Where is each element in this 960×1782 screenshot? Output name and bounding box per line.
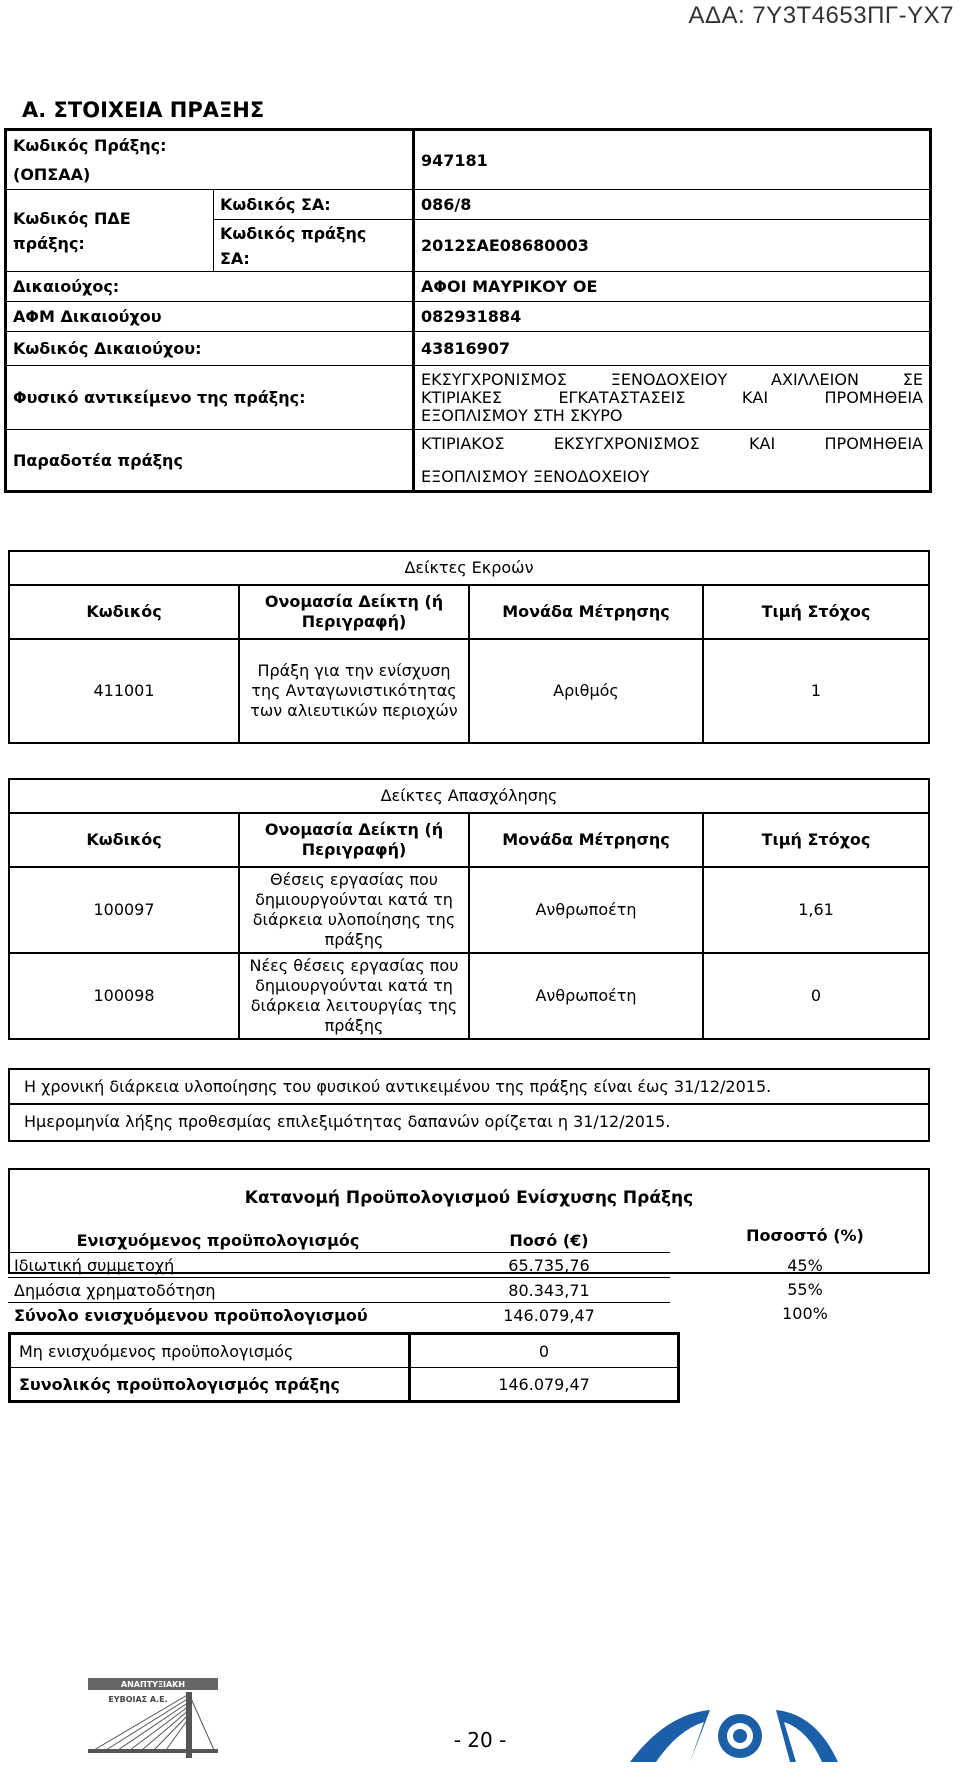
beneficiary-value: ΑΦΟΙ ΜΑΥΡΙΚΟΥ ΟΕ: [414, 272, 931, 302]
sa-value: 086/8: [414, 190, 931, 220]
svg-text:ΑΝΑΠΤΥΞΙΑΚΗ: ΑΝΑΠΤΥΞΙΑΚΗ: [120, 1680, 186, 1689]
code-opsaa-label: [6, 130, 414, 190]
indicator-name: Πράξη για την ενίσχυση της Ανταγωνιστικότητας των αλιευτικών περιοχών: [239, 639, 469, 743]
table-row: [9, 867, 929, 953]
indicator-unit: Αριθμός: [469, 639, 703, 743]
object-line: ΕΚΣΥΓΧΡΟΝΙΣΜΟΣ ΞΕΝΟΔΟΧΕΙΟΥ ΑΧΙΛΛΕΙΟΝ ΣΕ: [421, 369, 923, 389]
budget-col-percent: Ποσοστό (%): [746, 1226, 864, 1245]
eye-logo: [626, 1706, 842, 1770]
table-row: [8, 1253, 670, 1278]
header-unit: Μονάδα Μέτρησης: [469, 813, 703, 867]
label-line: Κωδικός πράξης: [220, 223, 367, 243]
budget-row-label: Ιδιωτική συμμετοχή: [8, 1253, 428, 1278]
sa-praxis-label: [214, 220, 414, 272]
beneficiary-code-value: 43816907: [414, 332, 931, 366]
indicator-name: Θέσεις εργασίας που δημιουργούνται κατά τη διάρκεια υλοποίησης της πράξης: [239, 867, 469, 953]
label-line: Κωδικός Πράξης:: [13, 136, 167, 155]
deliverables-line: ΚΤΙΡΙΑΚΟΣ ΕΚΣΥΓΧΡΟΝΙΣΜΟΣ ΚΑΙ ΠΡΟΜΗΘΕΙΑ: [421, 433, 923, 453]
eye-logo-icon: [626, 1706, 842, 1766]
object-line: ΚΤΙΡΙΑΚΕΣ ΕΓΚΑΤΑΣΤΑΣΕΙΣ ΚΑΙ ΠΡΟΜΗΘΕΙΑ: [421, 387, 923, 407]
ada-code: ΑΔΑ: 7Υ3Τ4653ΠΓ-ΥΧ7: [688, 2, 954, 29]
header-target: Τιμή Στόχος: [703, 813, 929, 867]
budget-totals-table: [8, 1332, 680, 1403]
afm-value: 082931884: [414, 302, 931, 332]
code-opsaa-value: 947181: [414, 130, 931, 190]
object-value: [414, 366, 931, 430]
deliverables-line: ΕΞΟΠΛΙΣΜΟΥ ΞΕΝΟΔΟΧΕΙΟΥ: [421, 466, 650, 486]
total-budget-label: Συνολικός προϋπολογισμός πράξης: [10, 1368, 410, 1402]
indicator-target: 1: [703, 639, 929, 743]
sa-label: Κωδικός ΣΑ:: [214, 190, 414, 220]
employment-indicators-title: Δείκτες Απασχόλησης: [9, 779, 929, 813]
page-number: - 20 -: [453, 1728, 507, 1752]
label-line: πράξης:: [13, 233, 85, 253]
header-target: Τιμή Στόχος: [703, 585, 929, 639]
afm-label: ΑΦΜ Δικαιούχου: [6, 302, 414, 332]
deliverables-value: [414, 430, 931, 492]
label-line: Κωδικός ΠΔΕ: [13, 208, 131, 228]
label-line: (ΟΠΣΑΑ): [13, 165, 91, 184]
output-indicators-title: Δείκτες Εκροών: [9, 551, 929, 585]
budget-title: Κατανομή Προϋπολογισμού Ενίσχυσης Πράξης: [244, 1188, 694, 1208]
budget-col-amount: Ποσό (€): [428, 1228, 670, 1253]
budget-row-amount: 146.079,47: [503, 1305, 595, 1325]
non-subsidized-label: Μη ενισχυόμενος προϋπολογισμός: [10, 1334, 410, 1368]
table-row: [10, 1368, 679, 1402]
table-row: [10, 1334, 679, 1368]
section-title: Α. ΣΤΟΙΧΕΙΑ ΠΡΑΞΗΣ: [22, 98, 265, 122]
indicator-name: Νέες θέσεις εργασίας που δημιουργούνται κατά τη διάρκεια λειτουργίας της πράξης: [239, 953, 469, 1039]
budget-percent-public: 55%: [787, 1280, 823, 1299]
pde-label: [6, 190, 214, 272]
label-line: ΣΑ:: [220, 248, 250, 268]
employment-indicators-table: [8, 778, 930, 1040]
header-name: Ονομασία Δείκτη (ή Περιγραφή): [239, 813, 469, 867]
indicator-unit: Ανθρωποέτη: [469, 953, 703, 1039]
indicator-unit: Ανθρωποέτη: [469, 867, 703, 953]
project-info-table: [4, 128, 932, 493]
budget-table: [8, 1228, 670, 1327]
object-line: ΕΞΟΠΛΙΣΜΟΥ ΣΤΗ ΣΚΥΡΟ: [421, 405, 623, 425]
budget-row-amount: 80.343,71: [428, 1278, 670, 1303]
indicator-code: 100098: [9, 953, 239, 1039]
budget-row-label: Σύνολο ενισχυόμενου προϋπολογισμού: [14, 1305, 368, 1325]
table-row: [9, 953, 929, 1039]
deliverables-label: Παραδοτέα πράξης: [6, 430, 414, 492]
duration-notes: [8, 1068, 930, 1142]
header-name: Ονομασία Δείκτη (ή Περιγραφή): [239, 585, 469, 639]
budget-row-amount: 65.735,76: [428, 1253, 670, 1278]
budget-percent-total: 100%: [782, 1304, 828, 1323]
table-row: [8, 1303, 670, 1328]
budget-percent-private: 45%: [787, 1256, 823, 1275]
header-unit: Μονάδα Μέτρησης: [469, 585, 703, 639]
svg-text:ΕΥΒΟΙΑΣ Α.Ε.: ΕΥΒΟΙΑΣ Α.Ε.: [108, 1695, 168, 1704]
table-row: [8, 1278, 670, 1303]
total-budget-amount: 146.079,47: [410, 1368, 679, 1402]
indicator-code: 100097: [9, 867, 239, 953]
output-indicators-table: [8, 550, 930, 744]
non-subsidized-amount: 0: [410, 1334, 679, 1368]
table-row: [9, 639, 929, 743]
indicator-target: 0: [703, 953, 929, 1039]
budget-row-label: Δημόσια χρηματοδότηση: [8, 1278, 428, 1303]
header-code: Κωδικός: [9, 585, 239, 639]
header-code: Κωδικός: [9, 813, 239, 867]
deadline-note: Ημερομηνία λήξης προθεσμίας επιλεξιμότητας δαπανών ορίζεται η 31/12/2015.: [10, 1103, 928, 1138]
duration-note: Η χρονική διάρκεια υλοποίησης του φυσικού αντικειμένου της πράξης είναι έως 31/12/2015.: [24, 1077, 772, 1096]
beneficiary-code-label: Κωδικός Δικαιούχου:: [6, 332, 414, 366]
object-label: Φυσικό αντικείμενο της πράξης:: [6, 366, 414, 430]
indicator-target: 1,61: [703, 867, 929, 953]
indicator-code: 411001: [9, 639, 239, 743]
sa-praxis-value: 2012ΣΑΕ08680003: [414, 220, 931, 272]
budget-col-item: Ενισχυόμενος προϋπολογισμός: [8, 1228, 428, 1253]
beneficiary-label: Δικαιούχος:: [6, 272, 414, 302]
